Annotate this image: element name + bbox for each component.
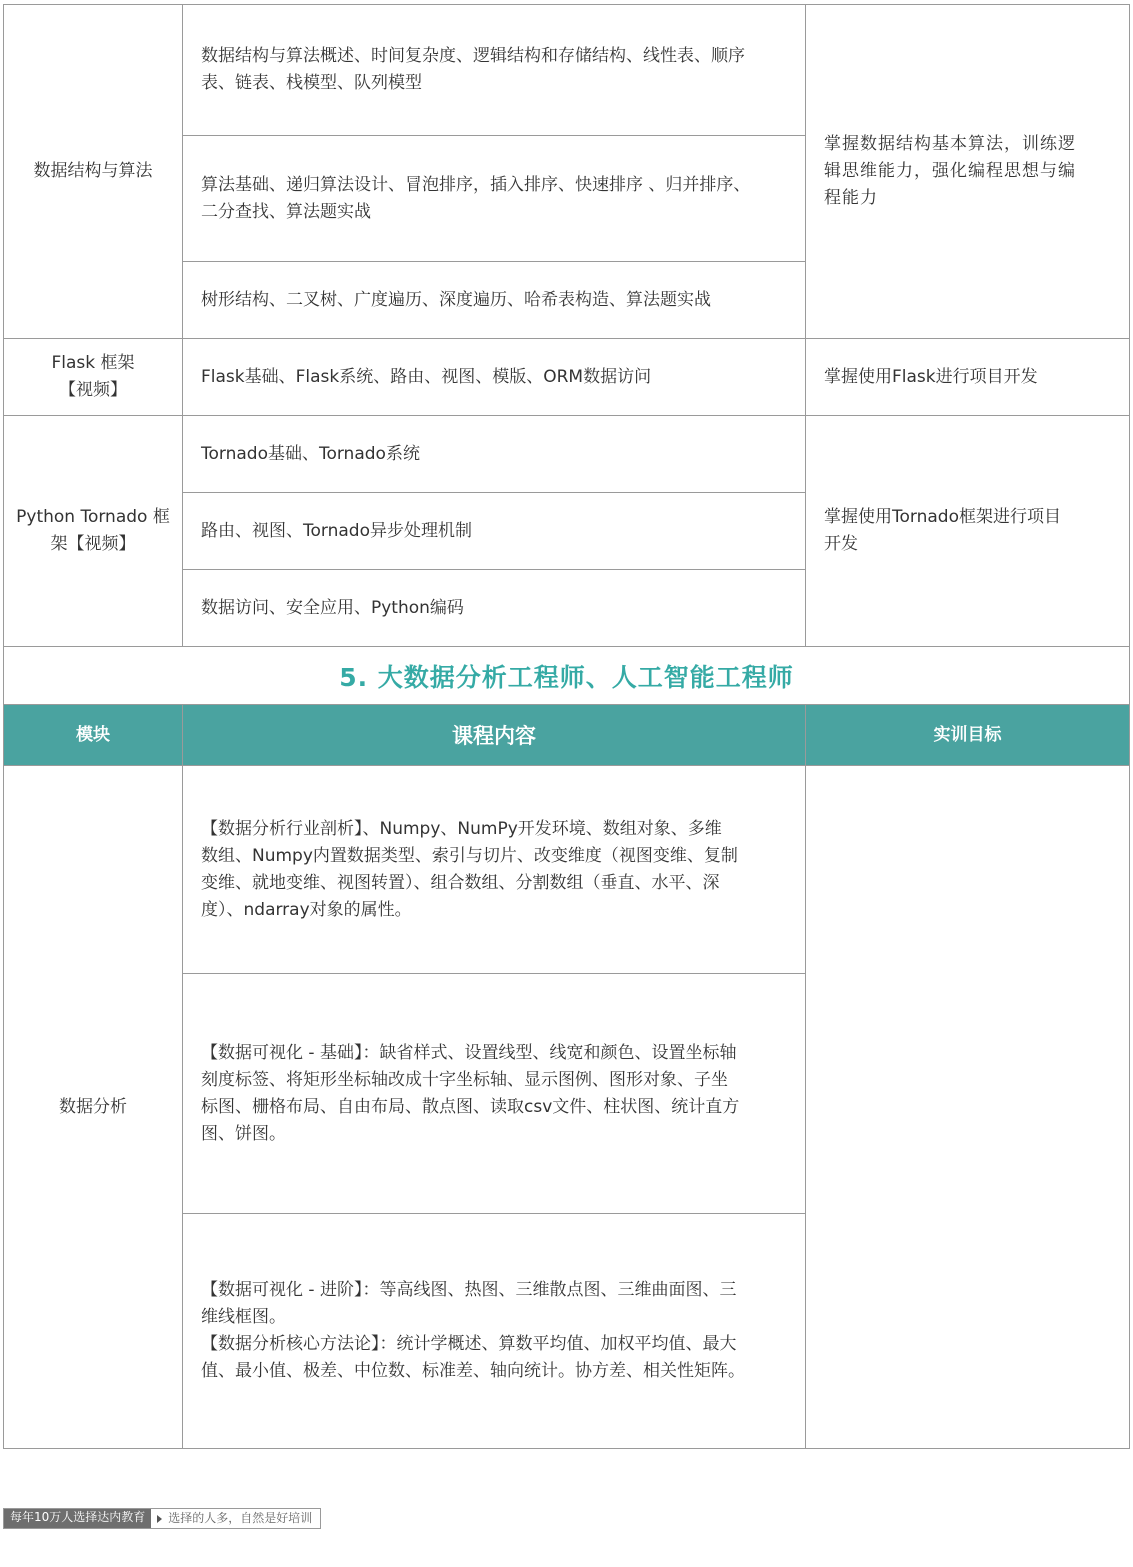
header-module — [4, 705, 183, 765]
content-text: 【数据分析行业剖析】、Numpy、NumPy开发环境、数组对象、多维 数组、Numpy内置数据类型、索引与切片、改变维度（视图变维、复制 变维、就地变维、视图转置）、组合数组、分割数组（垂直、水平、深 度）、ndarray对象的属性。 — [201, 818, 738, 920]
module-cell — [4, 339, 183, 415]
section-title — [3, 647, 1130, 705]
footer-right — [151, 1509, 320, 1528]
table-row — [3, 416, 1130, 647]
module-label: 数据结构与算法 — [33, 161, 153, 181]
goal-cell — [806, 339, 1129, 415]
content-subcell — [183, 974, 805, 1214]
content-cell — [183, 5, 806, 338]
content-subcell — [183, 493, 805, 570]
module-cell — [4, 766, 183, 1448]
content-text: 数据结构与算法概述、时间复杂度、逻辑结构和存储结构、线性表、顺序 表、链表、栈模型、队列模型 — [201, 46, 745, 93]
module-label: 数据分析 — [59, 1096, 127, 1117]
content-text: 算法基础、递归算法设计、冒泡排序，插入排序、快速排序 、归并排序、 二分查找、算法题实战 — [201, 174, 751, 222]
footer-banner — [3, 1508, 321, 1529]
goal-cell — [806, 766, 1129, 1448]
curriculum-table — [3, 4, 1130, 1449]
header-module-label: 模块 — [76, 724, 110, 745]
goal-text: 掌握使用Tornado框架进行项目 开发 — [824, 507, 1061, 554]
table-row — [3, 339, 1130, 416]
triangle-right-icon — [157, 1515, 162, 1523]
content-text: Tornado基础、Tornado系统 — [201, 443, 420, 464]
content-subcell — [183, 262, 805, 338]
footer-left: 每年10万人选择达内教育 — [4, 1509, 151, 1528]
content-text: 数据访问、安全应用、Python编码 — [201, 597, 464, 618]
table-header-row — [3, 705, 1130, 766]
content-subcell — [183, 5, 805, 136]
header-goal — [806, 705, 1129, 765]
content-text: 【数据可视化 - 基础】：缺省样式、设置线型、线宽和颜色、设置坐标轴 刻度标签、将矩形坐标轴改成十字坐标轴、显示图例、图形对象、子坐 标图、栅格布局、自由布局、散点图、读取csv文件、柱状图、统计直方 图、饼图。 — [201, 1042, 740, 1144]
footer-right-text: 选择的人多，自然是好培训 — [168, 1511, 313, 1525]
module-label: Flask 框架 【视频】 — [51, 353, 135, 400]
table-row — [3, 4, 1130, 339]
content-cell — [183, 339, 806, 415]
module-cell — [4, 5, 183, 338]
header-content — [183, 705, 806, 765]
content-subcell — [183, 416, 805, 493]
content-cell — [183, 766, 806, 1448]
content-text: 【数据可视化 - 进阶】：等高线图、热图、三维散点图、三维曲面图、三 维线框图。 【数据分析核心方法论】：统计学概述、算数平均值、加权平均值、最大 值、最小值、极差、中位数、标准差、轴向统计。协方差、相关性矩阵。 — [201, 1280, 745, 1381]
content-text: 树形结构、二叉树、广度遍历、深度遍历、哈希表构造、算法题实战 — [201, 289, 711, 310]
header-goal-label: 实训目标 — [933, 724, 1002, 745]
goal-text: 掌握使用Flask进行项目开发 — [824, 366, 1038, 387]
content-subcell — [183, 570, 805, 646]
section-title-text: 5. 大数据分析工程师、人工智能工程师 — [339, 662, 794, 692]
goal-cell — [806, 5, 1129, 338]
header-content-label: 课程内容 — [452, 724, 536, 748]
goal-text: 掌握数据结构基本算法，训练逻 辑思维能力，强化编程思想与编 程能力 — [824, 134, 1076, 208]
module-label: Python Tornado 框 架【视频】 — [16, 507, 170, 554]
content-subcell — [183, 136, 805, 262]
content-subcell — [183, 1214, 805, 1448]
content-subcell — [183, 766, 805, 974]
goal-cell — [806, 416, 1129, 646]
content-text: 路由、视图、Tornado异步处理机制 — [201, 520, 472, 541]
module-cell — [4, 416, 183, 646]
content-subcell — [183, 339, 805, 415]
table-row — [3, 766, 1130, 1449]
content-text: Flask基础、Flask系统、路由、视图、模版、ORM数据访问 — [201, 366, 652, 387]
content-cell — [183, 416, 806, 646]
